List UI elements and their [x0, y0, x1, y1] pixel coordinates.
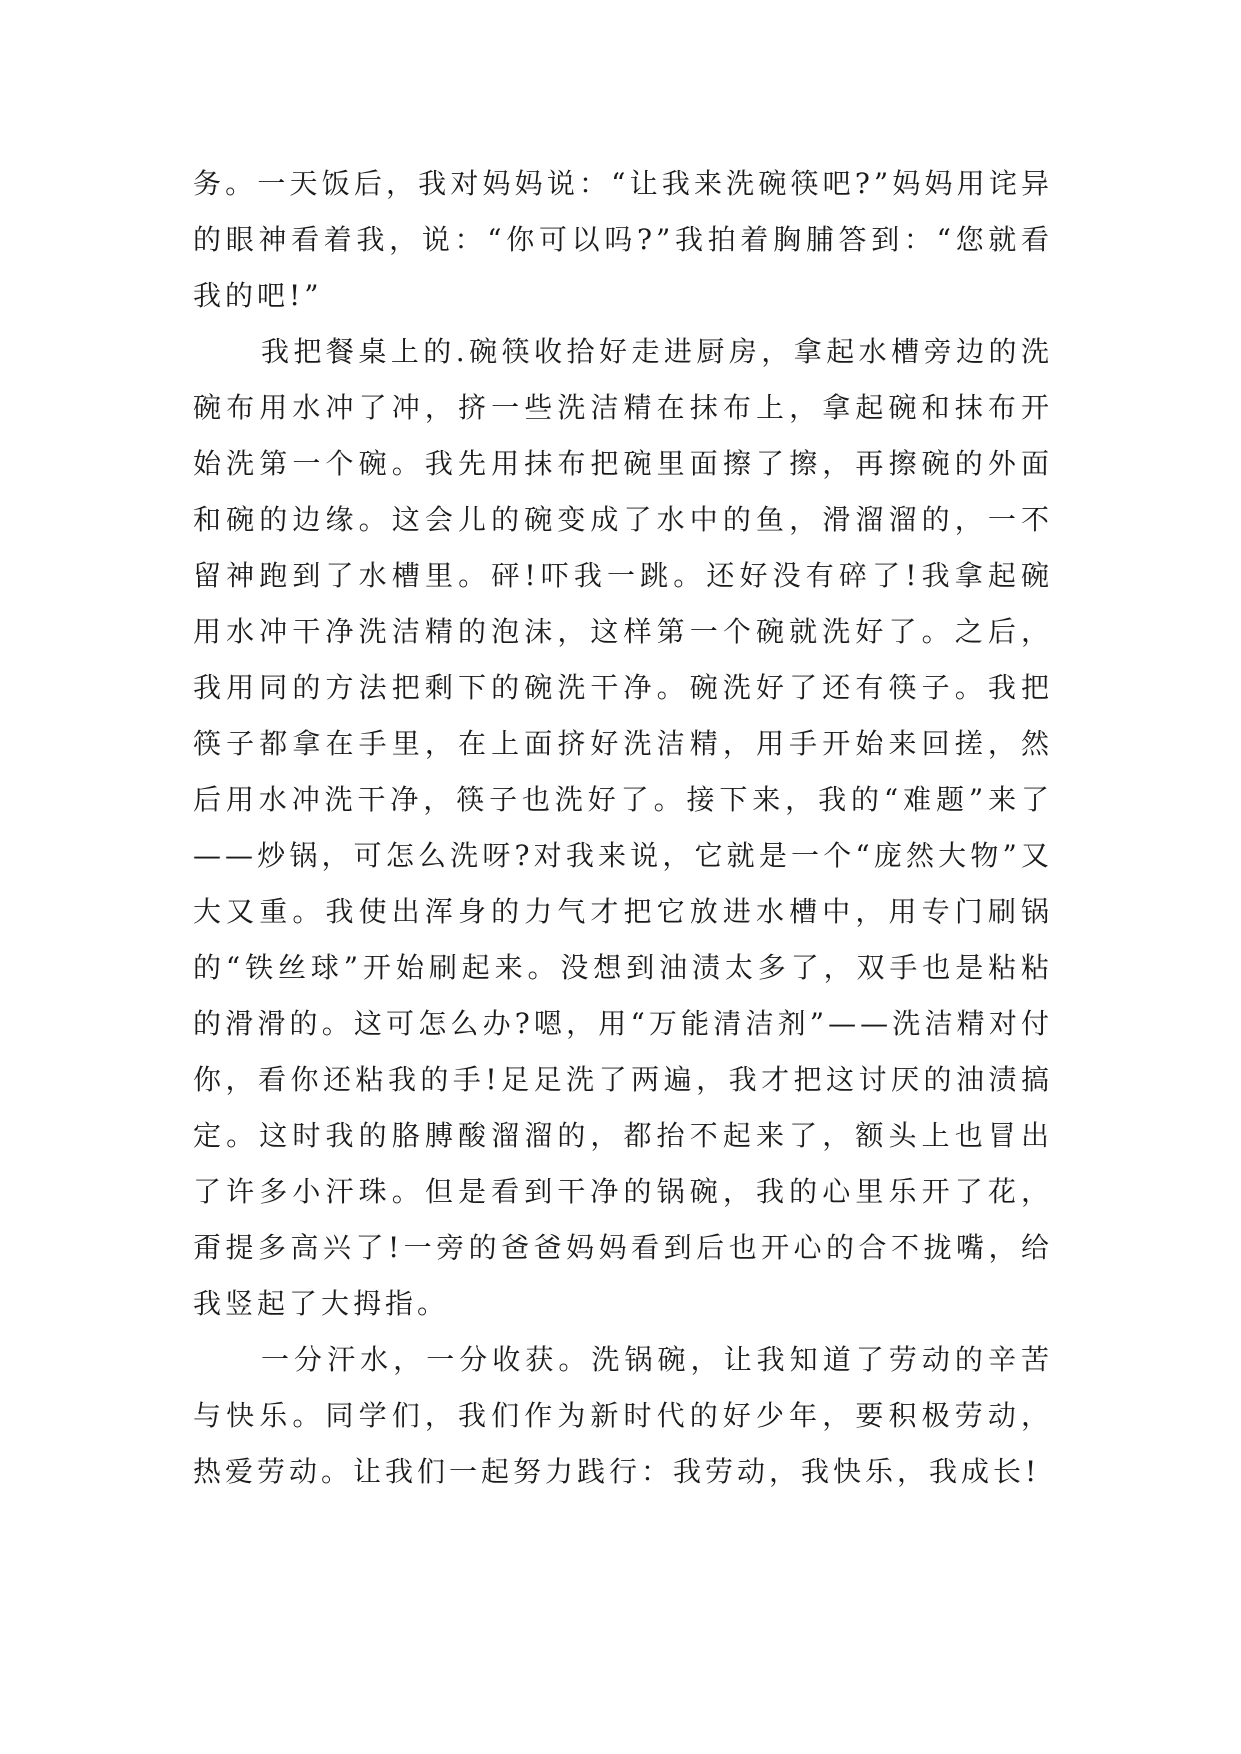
- document-body: [193, 156, 1053, 1500]
- paragraph-1: 务。一天饭后，我对妈妈说：“让我来洗碗筷吧?”妈妈用诧异的眼神看着我，说：“你可以吗?”我拍着胸脯答到：“您就看我的吧!”: [193, 167, 1053, 312]
- paragraph-3: 一分汗水，一分收获。洗锅碗，让我知道了劳动的辛苦与快乐。同学们，我们作为新时代的好少年，要积极劳动，热爱劳动。让我们一起努力践行：我劳动，我快乐，我成长!: [193, 1343, 1053, 1488]
- paragraph-2: 我把餐桌上的.碗筷收拾好走进厨房，拿起水槽旁边的洗碗布用水冲了冲，挤一些洗洁精在抹布上，拿起碗和抹布开始洗第一个碗。我先用抹布把碗里面擦了擦，再擦碗的外面和碗的边缘。这会儿的碗变成了水中的鱼，滑溜溜的，一不留神跑到了水槽里。砰!吓我一跳。还好没有碎了!我拿起碗用水冲干净洗洁精的泡沫，这样第一个碗就洗好了。之后，我用同的方法把剩下的碗洗干净。碗洗好了还有筷子。我把筷子都拿在手里，在上面挤好洗洁精，用手开始来回搓，然后用水冲洗干净，筷子也洗好了。接下来，我的“难题”来了——炒锅，可怎么洗呀?对我来说，它就是一个“庞然大物”又大又重。我使出浑身的力气才把它放进水槽中，用专门刷锅的“铁丝球”开始刷起来。没想到油渍太多了，双手也是粘粘的滑滑的。这可怎么办?嗯，用“万能清洁剂”——洗洁精对付你，看你还粘我的手!足足洗了两遍，我才把这讨厌的油渍搞定。这时我的胳膊酸溜溜的，都抬不起来了，额头上也冒出了许多小汗珠。但是看到干净的锅碗，我的心里乐开了花，甭提多高兴了!一旁的爸爸妈妈看到后也开心的合不拢嘴，给我竖起了大拇指。: [193, 335, 1053, 1320]
